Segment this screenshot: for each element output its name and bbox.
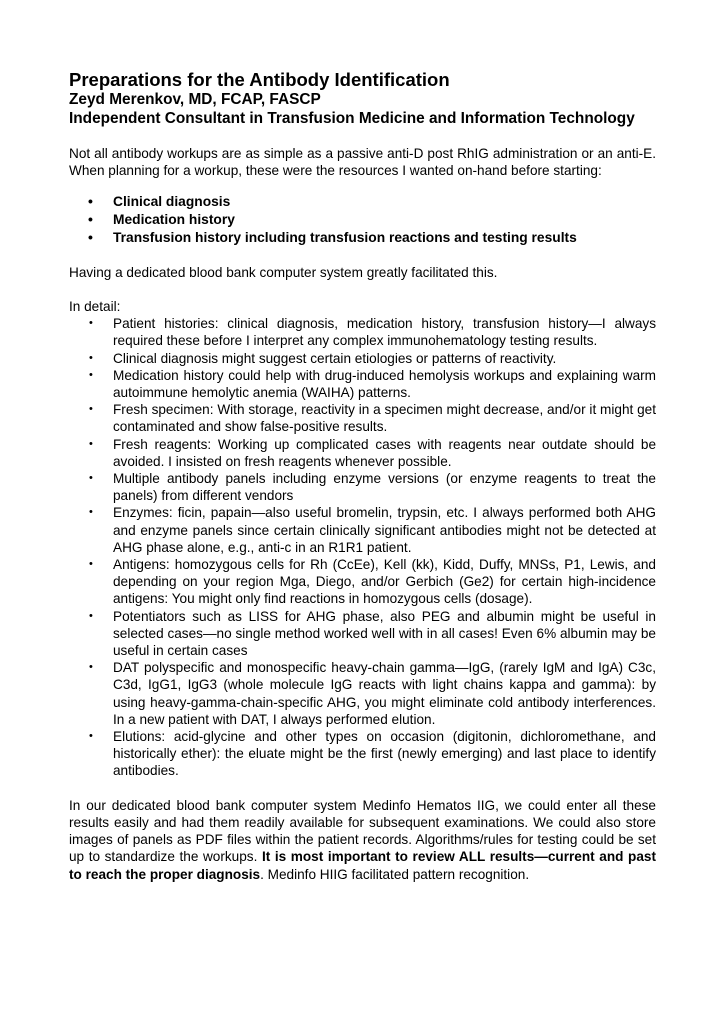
detail-item: • Potentiators such as LISS for AHG phase, also PEG and albumin might be useful in selected cases—no single method worked well with in all cases! Even 6% albumin may be useful in certain cases — [69, 608, 656, 660]
closing-text-2: . Medinfo HIIG facilitated pattern recognition. — [260, 866, 530, 882]
resources-list — [69, 193, 656, 246]
detail-label: In detail: — [69, 299, 121, 314]
intro-paragraph: Not all antibody workups are as simple as a passive anti-D post RhIG administration or an anti-E. When planning for a workup, these were the resources I wanted on-hand before starting: — [69, 146, 656, 179]
document-page — [69, 70, 656, 883]
closing-text-1: In our dedicated blood bank computer system Medinfo Hematos IIG, we could enter all these results easily and had them readily available for subsequent examinations. We could also store images of panels as PDF files within the patient records. Algorithms/rules for testing could be set up to standardize the workups. — [69, 797, 656, 865]
detail-item: • Elutions: acid-glycine and other types on occasion (digitonin, dichloromethane, and historically ether): the eluate might be the first (newly emerging) and last place to identify antibodies. — [69, 728, 656, 780]
closing-emphasis: It is most important to review ALL results—current and past to reach the proper diagnosis — [69, 849, 656, 882]
affiliation-line: Independent Consultant in Transfusion Medicine and Information Technology — [69, 110, 635, 127]
detail-item: • Patient histories: clinical diagnosis, medication history, transfusion history—I always required these before I interpret any complex immunohematology testing results. — [69, 315, 656, 349]
resource-item: • Medication history — [69, 211, 656, 229]
closing-paragraph — [69, 797, 656, 883]
resource-item: • Transfusion history including transfusion reactions and testing results — [69, 229, 656, 247]
detail-item: • Antigens: homozygous cells for Rh (CcEe), Kell (kk), Kidd, Duffy, MNSs, P1, Lewis, and depending on your region Mga, Diego, and/or Gerbich (Ge2) for certain high-incidence antigens: You might only find reactions in homozygous cells (dosage). — [69, 556, 656, 608]
detail-item: • Fresh reagents: Working up complicated cases with reagents near outdate should be avoided. I insisted on fresh reagents whenever possible. — [69, 436, 656, 470]
resource-item: • Clinical diagnosis — [69, 193, 656, 211]
facilitated-paragraph: Having a dedicated blood bank computer system greatly facilitated this. — [69, 264, 498, 280]
detail-item: • Clinical diagnosis might suggest certain etiologies or patterns of reactivity. — [69, 350, 656, 367]
author-line: Zeyd Merenkov, MD, FCAP, FASCP — [69, 91, 321, 108]
detail-item: • Medication history could help with drug-induced hemolysis workups and explaining warm autoimmune hemolytic anemia (WAIHA) patterns. — [69, 367, 656, 401]
document-title: Preparations for the Antibody Identification — [69, 69, 450, 90]
detail-item: • DAT polyspecific and monospecific heavy-chain gamma—IgG, (rarely IgM and IgA) C3c, C3d, IgG1, IgG3 (whole molecule IgG reacts with light chains kappa and gamma): by using heavy-gamma-chain-specific AHG, you might eliminate cold antibody interferences. In a new patient with DAT, I always performed elution. — [69, 659, 656, 728]
detail-item: • Fresh specimen: With storage, reactivity in a specimen might decrease, and/or it might get contaminated and show false-positive results. — [69, 401, 656, 435]
detail-item: • Multiple antibody panels including enzyme versions (or enzyme reagents to treat the panels) from different vendors — [69, 470, 656, 504]
details-list — [69, 315, 656, 779]
detail-item: • Enzymes: ficin, papain—also useful bromelin, trypsin, etc. I always performed both AHG and enzyme panels since certain clinically significant antibodies might not be detected at AHG phase alone, e.g., anti-c in an R1R1 patient. — [69, 504, 656, 556]
